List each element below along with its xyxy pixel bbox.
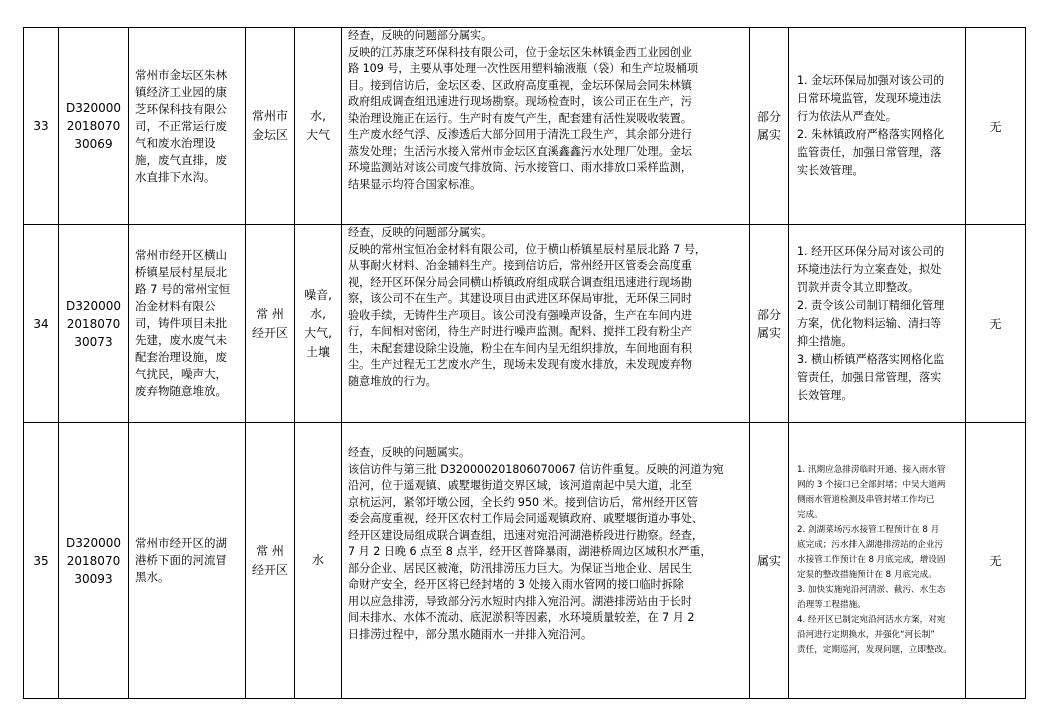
rectification-measures xyxy=(789,28,966,225)
measure-line: 责任，定期巡河，发现问题，立即整改。 xyxy=(797,645,952,655)
measure-line: 罚款并责令其立即整改。 xyxy=(797,280,920,294)
measure-line: 2. 责令该公司制订精细化管理 xyxy=(797,298,945,312)
summary-line: 水直排下水沟。 xyxy=(135,169,216,184)
code-line: 30069 xyxy=(74,137,113,151)
complaint-summary xyxy=(129,423,246,699)
measure-line: 沿河进行定期换水，并强化“河长制” xyxy=(797,630,935,640)
verdict-line: 属实 xyxy=(756,325,781,340)
code-line: 30093 xyxy=(74,571,113,586)
pollution-type xyxy=(295,225,342,423)
pollution-type xyxy=(295,28,342,225)
table-row xyxy=(24,28,1026,225)
row-number: 34 xyxy=(24,225,59,423)
result-line: 沿河，位于遥观镇、戚墅堰街道交界区域，该河道南起中吴大道，北至 xyxy=(348,479,692,492)
result-line: 经查，反映的问题部分属实。 xyxy=(348,226,493,239)
table-row xyxy=(24,225,1026,423)
measure-line: 4. 经开区已制定宛沿河活水方案，对宛 xyxy=(797,615,946,625)
rectification-measures xyxy=(789,423,966,699)
result-line: 部分企业、居民区被淹，防汛排涝压力巨大。为保证当地企业、居民生 xyxy=(348,561,692,575)
measure-line: 网的 3 个接口已全部封堵；中吴大道两 xyxy=(797,480,946,490)
complaint-summary xyxy=(129,28,246,225)
measure-line: 监管责任，加强日常管理，落 xyxy=(797,146,942,159)
complaint-code xyxy=(59,225,129,423)
summary-line: 废弃物随意堆放。 xyxy=(135,384,227,398)
code-line: 2018070 xyxy=(66,316,121,331)
result-line: 察，该公司不在生产。其建设项目由武进区环保局审批，无环保三同时 xyxy=(348,292,692,305)
result-line: 生产废水经气浮、反渗透后大部分回用于清洗工段生产，其余部分进行 xyxy=(348,128,692,141)
verdict xyxy=(750,423,789,699)
verdict-line: 属实 xyxy=(756,128,781,142)
row-number: 35 xyxy=(24,423,59,699)
measure-line: 2. 朱林镇政府严格落实网格化 xyxy=(797,128,945,141)
table-row xyxy=(24,423,1026,699)
area-line: 常州市 xyxy=(251,109,288,123)
investigation-result xyxy=(342,423,750,699)
summary-line: 路 7 号的常州宝恒 xyxy=(135,282,231,296)
type-line: 大气, xyxy=(304,325,332,340)
result-line: 命财产安全，经开区将已经封堵的 3 处接入雨水管网的接口临时拆除 xyxy=(348,578,684,591)
summary-line: 气扰民，噪声大， xyxy=(135,367,227,381)
area-line: 经开区 xyxy=(251,562,288,577)
result-line: 蒸发处理；生活污水接入常州市金坛区直溪鑫鑫污水处理厂处理。金坛 xyxy=(348,144,692,158)
result-line: 该信访件与第三批 D320000201806070067 信访件重复。反映的河道为宛 xyxy=(348,462,724,476)
complaint-summary xyxy=(129,225,246,423)
investigation-result xyxy=(342,28,750,225)
result-line: 经查，反映的问题属实。 xyxy=(348,446,471,459)
code-line: 2018070 xyxy=(66,119,121,133)
complaint-code xyxy=(59,423,129,699)
rectification-measures xyxy=(789,225,966,423)
result-line: 反映的常州宝恒冶金材料有限公司，位于横山桥镇星辰村星辰北路 7 号， xyxy=(348,242,707,256)
result-line: 环境监测站对该公司废气排放筒、污水接管口、雨水排放口采样监测， xyxy=(348,161,692,174)
measure-line: 3. 横山桥镇严格落实网格化监 xyxy=(797,352,945,366)
result-line: 委会高度重视，经开区农村工作局会同遥观镇政府、戚墅堰街道办事处、 xyxy=(348,512,704,525)
code-line: 2018070 xyxy=(66,553,121,568)
summary-line: 司，不正常运行废 xyxy=(135,118,227,133)
result-line: 结果显示均符合国家标准。 xyxy=(348,177,482,191)
area-line: 常 州 xyxy=(256,306,284,321)
result-line: 日排涝过程中，部分黑水随雨水一并排入宛沿河。 xyxy=(348,627,593,641)
summary-line: 芝环保科技有限公 xyxy=(135,101,227,116)
measure-line: 实长效管理。 xyxy=(797,164,864,177)
measure-line: 环境违法行为立案查处，拟处 xyxy=(797,262,942,276)
result-line: 路 109 号，主要从事处理一次性医用塑料输液瓶（袋）和生产垃圾桶项 xyxy=(348,62,698,75)
verdict-line: 部分 xyxy=(756,307,781,322)
summary-line: 司，铸件项目未批 xyxy=(135,316,227,330)
summary-line: 常州市经开区的湖 xyxy=(135,536,227,550)
row-number: 33 xyxy=(24,28,59,225)
other-notes: 无 xyxy=(966,225,1026,423)
result-line: 京杭运河，紧邻圩墩公园，全长约 950 米。接到信访后，常州经开区管 xyxy=(348,495,698,509)
summary-line: 施，废气直排，废 xyxy=(135,152,227,167)
measure-line: 侧雨水管道检测及串管封堵工作均已 xyxy=(797,495,935,505)
code-line: D320000 xyxy=(65,535,122,550)
area-line: 经开区 xyxy=(251,325,288,340)
administrative-area xyxy=(246,423,295,699)
code-line: D320000 xyxy=(65,298,122,313)
measure-line: 行为依法从严查处。 xyxy=(797,110,897,123)
summary-line: 先建，废水废气未 xyxy=(135,333,227,347)
measure-line: 1. 金坛环保局加强对该公司的 xyxy=(797,74,945,87)
result-line: 行，车间相对密闭，待生产时进行噪声监测。配料、搅拌工段有粉尘产 xyxy=(348,325,692,338)
result-line: 目。接到信访后，金坛区委、区政府高度重视，金坛环保局会同朱林镇 xyxy=(348,78,692,92)
summary-line: 黑水。 xyxy=(135,570,170,584)
type-line: 水, xyxy=(310,109,326,123)
result-line: 从事耐火材料、冶金辅料生产。接到信访后，常州经开区管委会高度重 xyxy=(348,259,692,272)
measure-line: 3. 加快实施宛沿河清淤、截污、水生态 xyxy=(797,585,946,595)
result-line: 间未排水、水体不流动、底泥淤积等因素，水环境质量较差，在 7 月 2 xyxy=(348,611,695,624)
complaint-table xyxy=(23,27,1026,699)
result-line: 尘。生产过程无工艺废水产生，现场未发现有废水排放，未发现废弃物 xyxy=(348,358,692,371)
measure-line: 底完成；污水排入湖港排涝站的企业污 xyxy=(797,540,944,550)
summary-line: 气和废水治理设 xyxy=(135,135,216,150)
summary-line: 镇经济工业园的康 xyxy=(135,84,227,99)
type-line: 大气 xyxy=(305,128,330,142)
result-line: 验收手续，无铸件生产项目。该公司没有强噪声设备，生产在车间内进 xyxy=(348,308,692,322)
administrative-area xyxy=(246,28,295,225)
measure-line: 抑尘措施。 xyxy=(797,334,853,348)
type-line: 水 xyxy=(311,553,324,567)
measure-line: 定泵的整改措施预计在 8 月底完成。 xyxy=(797,570,937,580)
measure-line: 治理等工程措施。 xyxy=(797,600,866,610)
summary-line: 港桥下面的河流冒 xyxy=(135,553,227,567)
measure-line: 1. 经开区环保分局对该公司的 xyxy=(797,244,945,258)
other-notes: 无 xyxy=(966,423,1026,699)
pollution-type xyxy=(295,423,342,699)
administrative-area xyxy=(246,225,295,423)
measure-line: 水接管工作预计在 8 月底完成，增设固 xyxy=(797,555,946,565)
measure-line: 1. 汛期应急排涝临时开通、接入雨水管 xyxy=(797,465,946,475)
area-line: 常 州 xyxy=(256,543,284,558)
result-line: 用以应急排涝，导致部分污水短时内排入宛沿河。湖港排涝站由于长时 xyxy=(348,594,692,608)
result-line: 随意堆放的行为。 xyxy=(348,374,437,388)
type-line: 噪音, xyxy=(304,287,332,302)
investigation-result xyxy=(342,225,750,423)
measure-line: 2. 剑湖菜场污水接管工程预计在 8 月 xyxy=(797,525,940,535)
measure-line: 管责任，加强日常管理，落实 xyxy=(797,370,942,384)
result-line: 经查，反映的问题部分属实。 xyxy=(348,29,493,42)
code-line: 30073 xyxy=(74,334,113,349)
code-line: D320000 xyxy=(65,101,122,115)
measure-line: 完成。 xyxy=(797,510,823,520)
type-line: 土壤 xyxy=(305,344,330,359)
result-line: 经开区建设局组成联合调查组，迅速对宛沿河湖港桥段进行勘察。经查， xyxy=(348,528,704,542)
measure-line: 方案，优化物料运输、清扫等 xyxy=(797,316,942,330)
summary-line: 冶金材料有限公 xyxy=(135,299,216,313)
verdict xyxy=(750,28,789,225)
summary-line: 配套治理设施，废 xyxy=(135,350,227,364)
type-line: 水, xyxy=(310,306,326,321)
result-line: 视，经开区环保分局会同横山桥镇政府组成联合调查组迅速进行现场勘 xyxy=(348,275,692,289)
summary-line: 常州市金坛区朱林 xyxy=(135,67,227,82)
verdict xyxy=(750,225,789,423)
result-line: 生，未配套建设除尘设施，粉尘在车间内呈无组织排放，车间地面有积 xyxy=(348,341,692,355)
summary-line: 常州市经开区横山 xyxy=(135,248,227,262)
measure-line: 长效管理。 xyxy=(797,388,853,402)
measure-line: 日常环境监管，发现环境违法 xyxy=(797,92,942,105)
summary-line: 桥镇星辰村星辰北 xyxy=(135,265,227,279)
result-line: 反映的江苏康芝环保科技有限公司，位于金坛区朱林镇金西工业园创业 xyxy=(348,45,692,59)
result-line: 7 月 2 日晚 6 点至 8 点半，经开区普降暴雨，湖港桥周边区域积水严重， xyxy=(348,545,712,558)
result-line: 染治理设施正在运行。生产时有废气产生，配套建有活性炭吸收装置。 xyxy=(348,111,692,125)
area-line: 金坛区 xyxy=(251,128,288,142)
complaint-code xyxy=(59,28,129,225)
other-notes: 无 xyxy=(966,28,1026,225)
verdict-line: 属实 xyxy=(756,553,781,568)
verdict-line: 部分 xyxy=(756,110,781,124)
result-line: 政府组成调查组迅速进行现场勘察。现场检查时，该公司正在生产，污 xyxy=(348,95,692,108)
